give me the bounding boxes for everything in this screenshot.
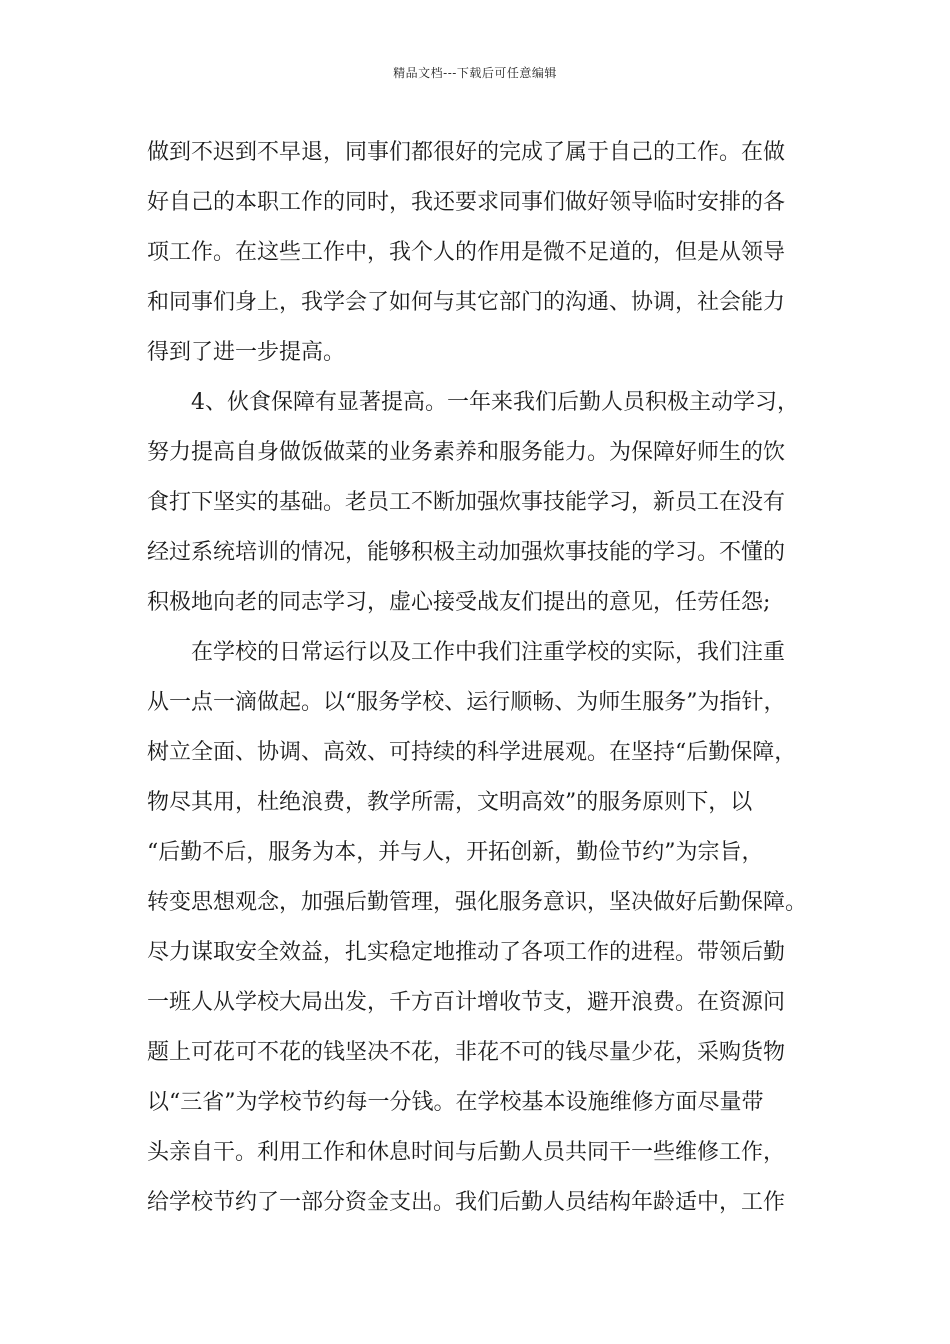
text-line: 一班人从学校大局出发，千方百计增收节支，避开浪费。在资源问 — [147, 990, 786, 1015]
text-line: 和同事们身上，我学会了如何与其它部门的沟通、协调，社会能力 — [147, 290, 786, 315]
text-line: 题上可花可不花的钱坚决不花，非花不可的钱尽量少花，采购货物 — [147, 1040, 786, 1065]
text-line: 树立全面、协调、高效、可持续的科学进展观。在坚持“后勤保障， — [147, 740, 797, 765]
text-line: 从一点一滴做起。以“服务学校、运行顺畅、为师生服务”为指针， — [147, 690, 786, 715]
text-line: 在学校的日常运行以及工作中我们注重学校的实际，我们注重 — [191, 640, 786, 665]
text-line: 转变思想观念，加强后勤管理，强化服务意识，坚决做好后勤保障。 — [147, 890, 808, 915]
body-text — [147, 128, 815, 1228]
text-line: 物尽其用，杜绝浪费，教学所需，文明高效”的服务原则下，以 — [147, 790, 753, 815]
text-line: 好自己的本职工作的同时，我还要求同事们做好领导临时安排的各 — [147, 190, 786, 215]
page-header: 精品文档---下载后可任意编辑 — [393, 66, 557, 80]
text-line: “后勤不后，服务为本，并与人，开拓创新，勤俭节约”为宗旨， — [147, 840, 764, 865]
text-line: 以“三省”为学校节约每一分钱。在学校基本设施维修方面尽量带 — [147, 1090, 764, 1115]
text-line: 经过系统培训的情况，能够积极主动加强炊事技能的学习。不懂的 — [147, 540, 786, 565]
text-line: 做到不迟到不早退，同事们都很好的完成了属于自己的工作。在做 — [147, 140, 786, 165]
text-line: 积极地向老的同志学习，虚心接受战友们提出的意见，任劳任怨; — [147, 590, 771, 615]
text-line: 给学校节约了一部分资金支出。我们后勤人员结构年龄适中，工作 — [147, 1190, 786, 1215]
text-line: 食打下坚实的基础。老员工不断加强炊事技能学习，新员工在没有 — [147, 490, 786, 515]
text-line: 得到了进一步提高。 — [147, 340, 346, 365]
text-line: 4、伙食保障有显著提高。一年来我们后勤人员积极主动学习， — [191, 390, 799, 415]
text-line: 努力提高自身做饭做菜的业务素养和服务能力。为保障好师生的饮 — [147, 440, 786, 465]
text-line: 头亲自干。利用工作和休息时间与后勤人员共同干一些维修工作， — [147, 1140, 786, 1165]
text-line: 项工作。在这些工作中，我个人的作用是微不足道的，但是从领导 — [147, 240, 786, 265]
text-line: 尽力谋取安全效益，扎实稳定地推动了各项工作的进程。带领后勤 — [147, 940, 786, 965]
